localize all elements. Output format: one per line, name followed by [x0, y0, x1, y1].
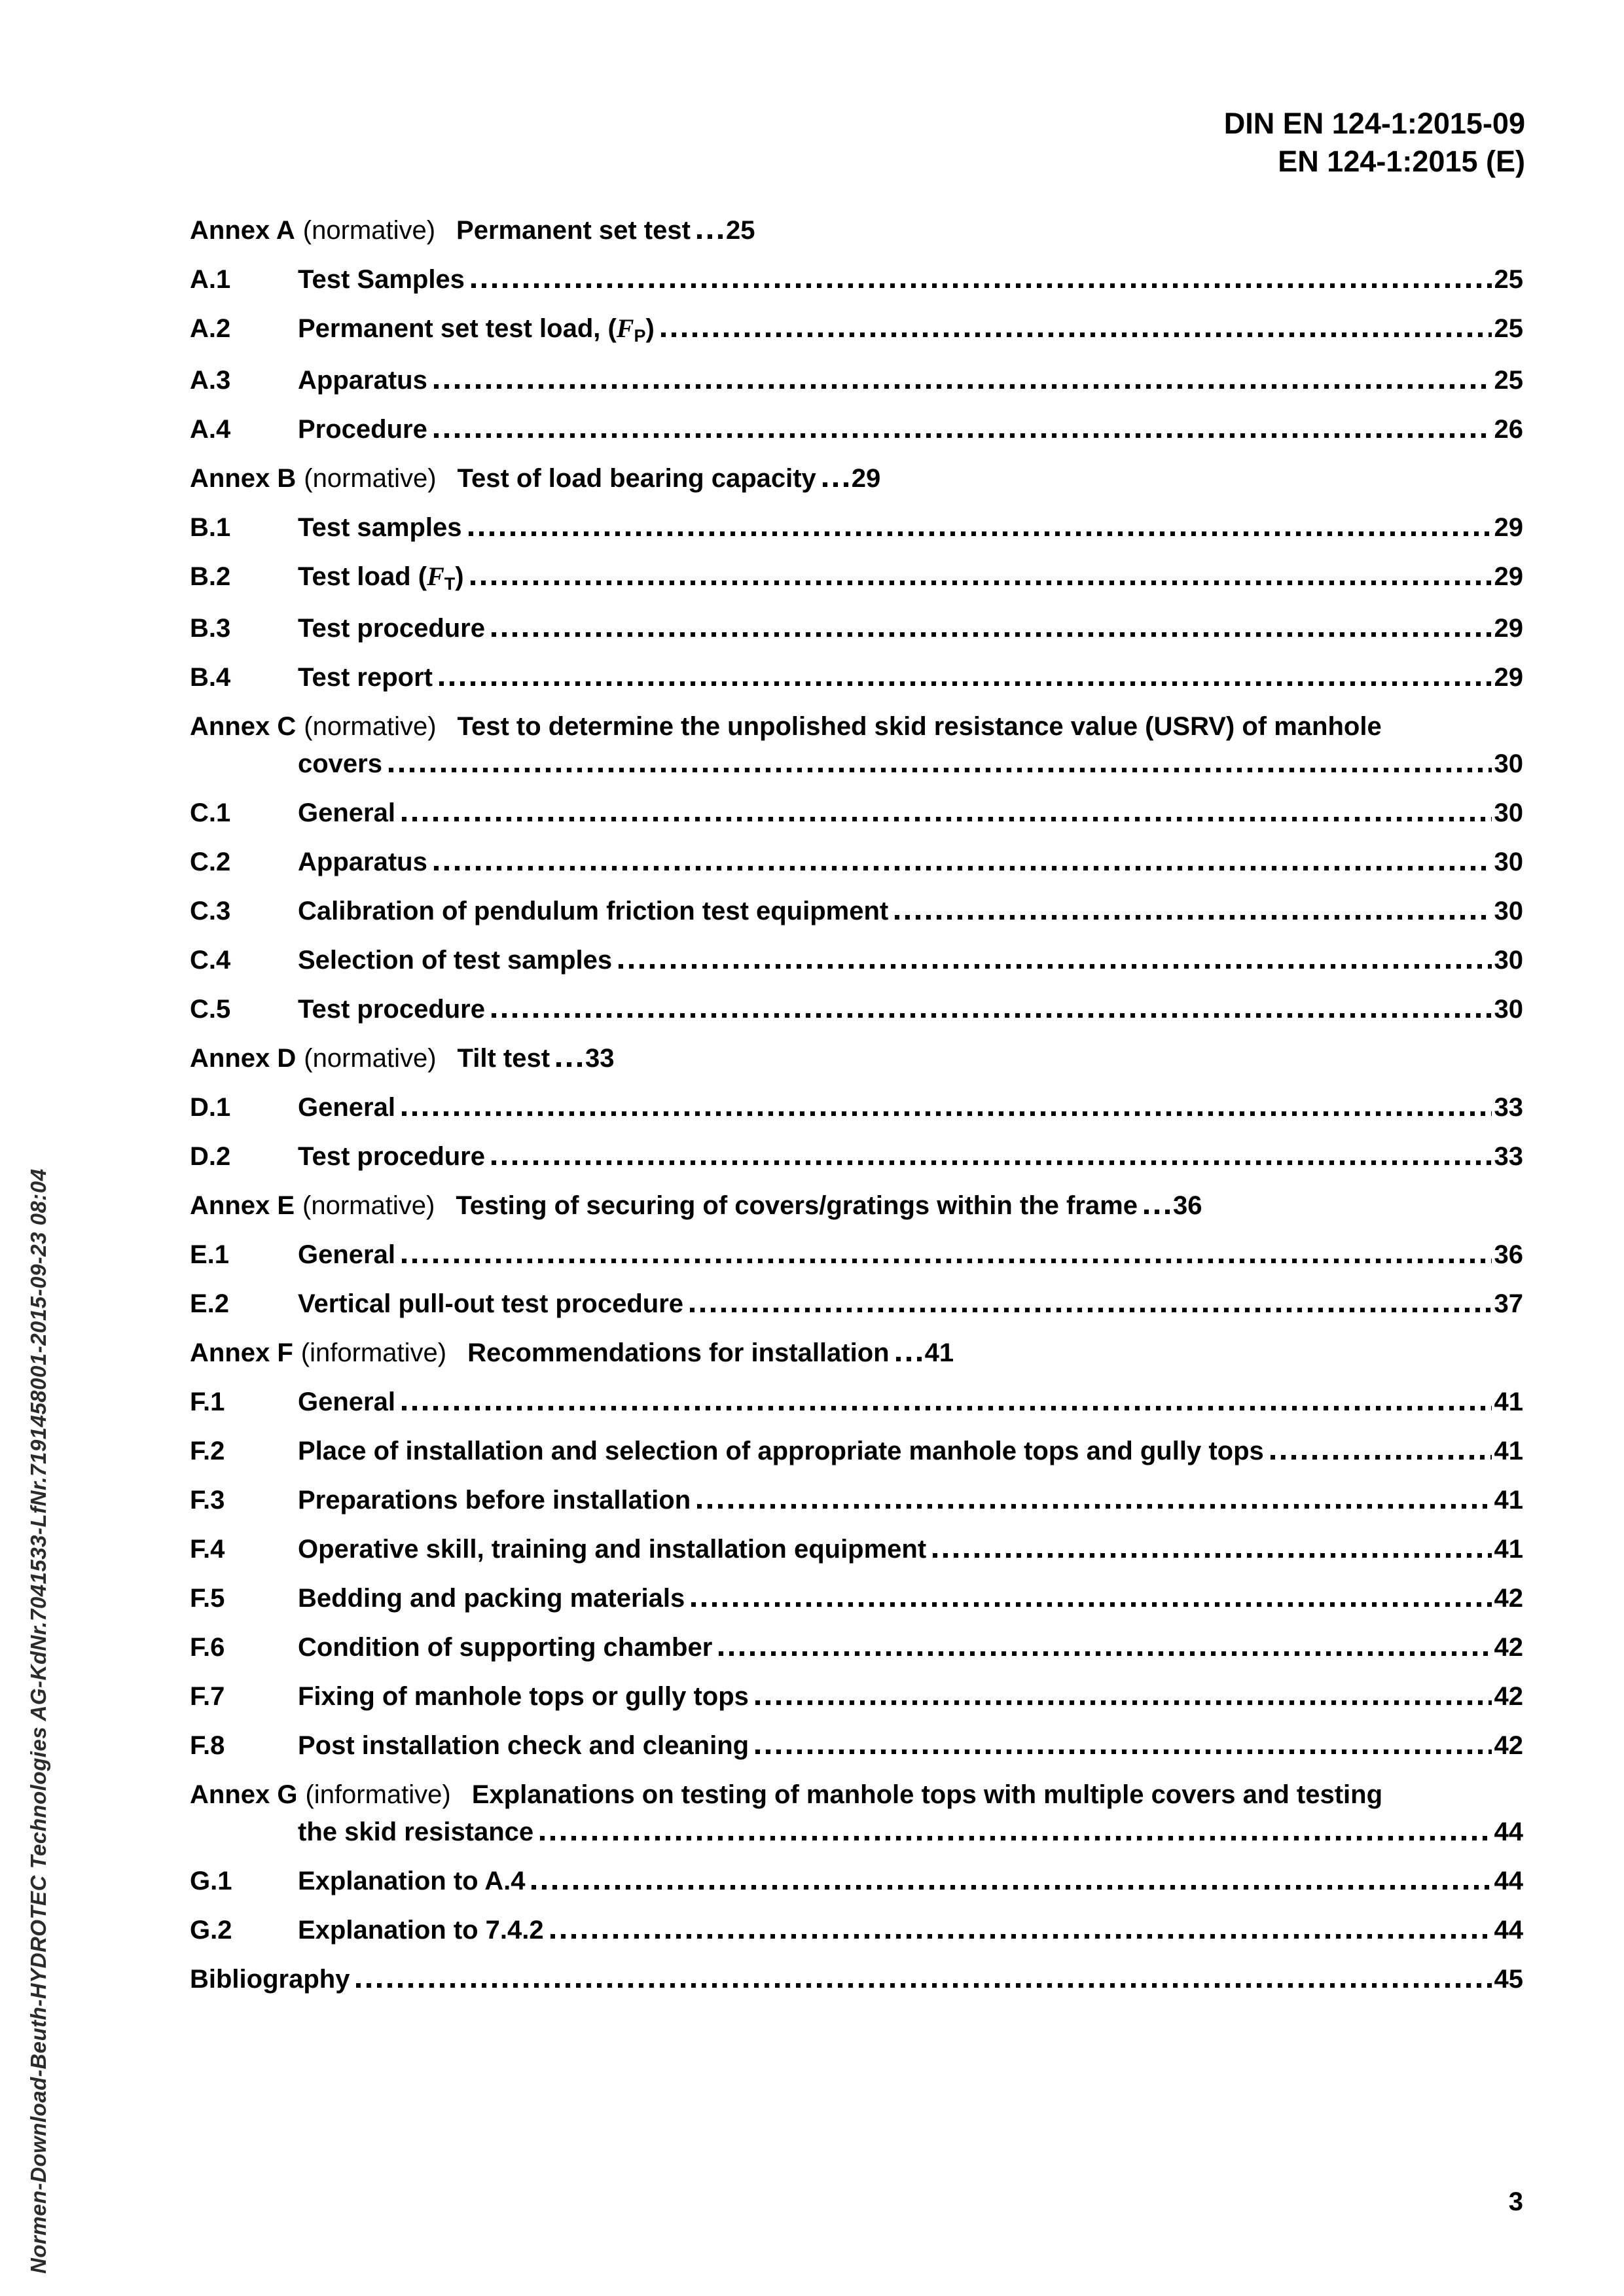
toc-entry-page: 41 — [1494, 1486, 1523, 1515]
toc-entry — [190, 664, 1523, 691]
toc-entry-title: Explanations on testing of manhole tops with multiple covers and testing — [471, 1780, 1382, 1809]
toc-entry-line2 — [298, 1819, 1523, 1845]
toc-entry-qualifier: (normative) — [304, 1044, 437, 1073]
toc-entry-id: D.1 — [190, 1093, 231, 1122]
toc-entry-title: Vertical pull-out test procedure — [298, 1289, 684, 1318]
toc-entry-page: 25 — [1494, 366, 1523, 395]
document-header — [1224, 105, 1525, 181]
toc-entry — [190, 315, 1523, 344]
toc-entry-id: F.5 — [190, 1584, 225, 1613]
toc-entry-page: 29 — [1494, 614, 1523, 643]
toc-entry-id: F.7 — [190, 1682, 225, 1711]
toc-entry — [190, 1045, 1523, 1071]
dot-leader — [492, 1013, 1492, 1018]
toc-entry — [190, 1782, 1523, 1845]
toc-entry-title: Calibration of pendulum friction test equipment — [298, 897, 889, 925]
toc-entry-title: General — [298, 1093, 395, 1122]
toc-entry — [190, 1094, 1523, 1121]
toc-entry-line1 — [190, 1782, 1523, 1808]
toc-entry-line1 — [190, 1193, 1202, 1219]
toc-entry-id: E.1 — [190, 1240, 230, 1269]
toc-entry-page: 45 — [1494, 1965, 1523, 1994]
toc-entry-id: B.3 — [190, 614, 231, 643]
toc-entry — [190, 1536, 1523, 1562]
toc-entry-line1 — [190, 465, 880, 492]
toc-entry-id: B.1 — [190, 513, 231, 542]
dot-leader — [690, 1308, 1491, 1312]
toc-entry-line2 — [298, 751, 1523, 777]
toc-entry-qualifier: (informative) — [300, 1338, 447, 1367]
toc-entry — [190, 1732, 1523, 1759]
toc-entry-title: General — [298, 1240, 395, 1269]
toc-entry — [190, 1634, 1523, 1660]
toc-entry-title: Test procedure — [298, 1142, 485, 1171]
toc-entry-line1 — [190, 217, 755, 243]
toc-entry — [190, 217, 1523, 243]
toc-entry-page: 44 — [1494, 1818, 1523, 1846]
toc-entry-title: Test of load bearing capacity — [457, 464, 816, 493]
toc-entry — [190, 266, 1523, 293]
dot-leader — [402, 1259, 1492, 1263]
toc-entry-qualifier: (informative) — [305, 1780, 451, 1809]
toc-entry-qualifier: (normative) — [304, 712, 437, 741]
toc-entry — [190, 564, 1523, 592]
toc-entry-page: 26 — [1494, 415, 1523, 444]
title-text: ) — [645, 314, 655, 343]
toc-entry-page: 41 — [924, 1338, 954, 1367]
toc-entry — [190, 1340, 1523, 1366]
toc-entry-id: Annex B — [190, 464, 297, 493]
toc-entry-page: 42 — [1494, 1584, 1523, 1613]
toc-entry-page: 25 — [1494, 314, 1523, 343]
dot-leader — [492, 1160, 1492, 1165]
toc-entry — [190, 1917, 1523, 1943]
toc-entry-id: B.2 — [190, 562, 231, 591]
toc-entry — [190, 1193, 1523, 1219]
toc-entry-page: 42 — [1494, 1633, 1523, 1662]
toc-entry-id: Annex A — [190, 216, 295, 245]
toc-entry-title: Explanation to A.4 — [298, 1867, 526, 1895]
toc-entry-page: 30 — [1494, 848, 1523, 876]
toc-entry — [190, 996, 1523, 1022]
toc-entry-id: C.4 — [190, 946, 231, 975]
dot-leader — [755, 1749, 1491, 1754]
toc-entry-title: Test Samples — [298, 265, 465, 294]
force-symbol-subscript: P — [634, 326, 646, 346]
toc-entry-page: 41 — [1494, 1437, 1523, 1465]
dot-leader — [755, 1700, 1492, 1705]
toc-entry-id: A.4 — [190, 415, 231, 444]
toc-entry — [190, 713, 1523, 777]
toc-entry-id: C.3 — [190, 897, 231, 925]
toc-entry-id: Annex E — [190, 1191, 295, 1220]
dot-leader — [434, 866, 1492, 870]
toc-entry — [190, 1683, 1523, 1710]
toc-entry-title: General — [298, 1388, 395, 1416]
toc-entry-title: Test samples — [298, 513, 462, 542]
toc-entry-qualifier: (normative) — [302, 1191, 435, 1220]
dot-leader — [550, 1934, 1492, 1939]
toc-entry-qualifier: (normative) — [304, 464, 437, 493]
toc-entry-page: 44 — [1494, 1867, 1523, 1895]
dot-leader — [532, 1885, 1491, 1890]
toc-entry-id: E.2 — [190, 1289, 230, 1318]
toc-entry — [190, 514, 1523, 541]
toc-entry-title: Apparatus — [298, 366, 427, 395]
dot-leader — [402, 1406, 1492, 1410]
toc-entry-id: A.3 — [190, 366, 231, 395]
toc-entry-page: 37 — [1494, 1289, 1523, 1318]
toc-entry — [190, 1966, 1523, 1992]
toc-entry-id: Bibliography — [190, 1965, 350, 1994]
dot-leader — [540, 1836, 1491, 1840]
toc-entry — [190, 849, 1523, 875]
toc-entry-id: G.2 — [190, 1916, 232, 1945]
dot-leader — [896, 1357, 922, 1361]
force-symbol: F — [616, 314, 634, 343]
toc-entry-title: Bedding and packing materials — [298, 1584, 685, 1613]
toc-entry — [190, 1585, 1523, 1611]
toc-entry-title: General — [298, 798, 395, 827]
toc-entry-title: Fixing of manhole tops or gully tops — [298, 1682, 749, 1711]
toc-entry-line1 — [190, 1045, 615, 1071]
toc-entry-title: Test to determine the unpolished skid resistance value (USRV) of manhole — [457, 712, 1382, 741]
toc-entry-page: 41 — [1494, 1388, 1523, 1416]
toc-entry — [190, 898, 1523, 924]
toc-entry-title: Tilt test — [457, 1044, 550, 1073]
toc-entry-title — [298, 315, 655, 344]
toc-entry-title: Test procedure — [298, 614, 485, 643]
standard-number-line1: DIN EN 124-1:2015-09 — [1223, 107, 1525, 140]
dot-leader — [471, 283, 1492, 288]
dot-leader — [933, 1553, 1491, 1558]
toc-entry-page: 30 — [1494, 897, 1523, 925]
dot-leader — [1271, 1455, 1492, 1460]
toc-entry-page: 33 — [585, 1044, 615, 1073]
toc-entry-title: Selection of test samples — [298, 946, 613, 975]
toc-entry-title: Permanent set test — [456, 216, 691, 245]
toc-entry-id: Annex G — [190, 1780, 298, 1809]
toc-entry-title: Apparatus — [298, 848, 427, 876]
toc-entry-title: Condition of supporting chamber — [298, 1633, 713, 1662]
toc-entry-id: C.2 — [190, 848, 231, 876]
toc-entry — [190, 1487, 1523, 1513]
toc-entry-title: Testing of securing of covers/gratings within the frame — [456, 1191, 1138, 1220]
dot-leader — [402, 817, 1492, 821]
toc-entry-title: Test report — [298, 663, 433, 692]
toc-entry-id: Annex F — [190, 1338, 293, 1367]
dot-leader — [439, 681, 1492, 686]
toc-entry-id: A.2 — [190, 314, 231, 343]
dot-leader — [471, 581, 1492, 585]
toc-entry-page: 42 — [1494, 1682, 1523, 1711]
dot-leader — [469, 531, 1492, 536]
toc-entry — [190, 1143, 1523, 1170]
toc-entry — [190, 1868, 1523, 1894]
toc-entry — [190, 1438, 1523, 1464]
toc-entry — [190, 1291, 1523, 1317]
dot-leader — [661, 332, 1492, 337]
dot-leader — [434, 433, 1492, 438]
toc-entry-title-continued: covers — [298, 749, 382, 778]
toc-entry-page: 25 — [1494, 265, 1523, 294]
toc-entry-page: 36 — [1494, 1240, 1523, 1269]
toc-entry-title-continued: the skid resistance — [298, 1818, 534, 1846]
dot-leader — [697, 1504, 1491, 1509]
toc-entry — [190, 465, 1523, 492]
toc-entry-page: 29 — [1494, 562, 1523, 591]
sidebar-watermark-text: Normen-Download-Beuth-HYDROTEC Technologies AG-KdNr.7041533-LfNr.7191458001-2015-09-23 08:04 — [26, 1168, 50, 2274]
toc-entry-id: Annex D — [190, 1044, 297, 1073]
dot-leader — [619, 964, 1491, 969]
dot-leader — [492, 632, 1492, 637]
force-symbol: F — [427, 562, 444, 591]
toc-entry — [190, 1389, 1523, 1415]
dot-leader — [434, 384, 1492, 389]
force-symbol-subscript: T — [444, 574, 456, 594]
toc-entry-title: Recommendations for installation — [467, 1338, 890, 1367]
toc-entry — [190, 615, 1523, 641]
toc-entry-id: C.5 — [190, 995, 231, 1024]
dot-leader — [895, 915, 1491, 920]
title-text: Test load ( — [298, 562, 427, 591]
dot-leader — [356, 1983, 1491, 1988]
toc-entry-title: Operative skill, training and installation equipment — [298, 1535, 927, 1564]
dot-leader — [691, 1602, 1491, 1607]
toc-entry-id: A.1 — [190, 265, 231, 294]
dot-leader — [823, 482, 849, 487]
toc-entry-title: Procedure — [298, 415, 427, 444]
toc-entry — [190, 416, 1523, 442]
toc-entry-title — [298, 564, 464, 592]
toc-entry-page: 33 — [1494, 1142, 1523, 1171]
toc-entry-page: 29 — [851, 464, 881, 493]
toc-entry-page: 29 — [1494, 513, 1523, 542]
page-number: 3 — [1508, 2187, 1523, 2216]
toc-entry-id: C.1 — [190, 798, 231, 827]
toc-entry-page: 36 — [1172, 1191, 1202, 1220]
toc-entry-id: G.1 — [190, 1867, 232, 1895]
toc-entry-id: F.1 — [190, 1388, 225, 1416]
toc-entry-id: D.2 — [190, 1142, 231, 1171]
toc-entry — [190, 1242, 1523, 1268]
toc-entry — [190, 947, 1523, 973]
toc-entry — [190, 800, 1523, 826]
toc-entry-line1 — [190, 1340, 954, 1366]
toc-entry-page: 42 — [1494, 1731, 1523, 1760]
title-text: ) — [455, 562, 464, 591]
dot-leader — [719, 1651, 1491, 1656]
toc-entry-id: Annex C — [190, 712, 297, 741]
toc-entry-id: F.6 — [190, 1633, 225, 1662]
toc-entry-id: B.4 — [190, 663, 231, 692]
toc-entry-title: Explanation to 7.4.2 — [298, 1916, 544, 1945]
toc-entry-page: 25 — [725, 216, 755, 245]
dot-leader — [402, 1111, 1492, 1116]
toc-entry-page: 30 — [1494, 798, 1523, 827]
toc-entry — [190, 367, 1523, 393]
table-of-contents — [190, 217, 1523, 2015]
toc-entry-qualifier: (normative) — [302, 216, 436, 245]
toc-entry-title: Preparations before installation — [298, 1486, 691, 1515]
toc-entry-id: F.2 — [190, 1437, 225, 1465]
standard-number-line2: EN 124-1:2015 (E) — [1278, 145, 1525, 178]
toc-entry-id: F.3 — [190, 1486, 225, 1515]
toc-entry-id: F.8 — [190, 1731, 225, 1760]
toc-entry-page: 41 — [1494, 1535, 1523, 1564]
toc-entry-page: 30 — [1494, 946, 1523, 975]
toc-entry-page: 30 — [1494, 749, 1523, 778]
toc-entry-page: 33 — [1494, 1093, 1523, 1122]
toc-entry-title: Post installation check and cleaning — [298, 1731, 749, 1760]
toc-entry-id: F.4 — [190, 1535, 225, 1564]
toc-entry-line1 — [190, 713, 1523, 740]
title-text: Permanent set test load, ( — [298, 314, 617, 343]
dot-leader — [697, 234, 723, 239]
dot-leader — [556, 1062, 583, 1067]
toc-entry-page: 44 — [1494, 1916, 1523, 1945]
toc-entry-title: Place of installation and selection of appropriate manhole tops and gully tops — [298, 1437, 1264, 1465]
dot-leader — [389, 768, 1492, 772]
dot-leader — [1144, 1210, 1170, 1214]
toc-entry-page: 30 — [1494, 995, 1523, 1024]
toc-entry-page: 29 — [1494, 663, 1523, 692]
toc-entry-title: Test procedure — [298, 995, 485, 1024]
